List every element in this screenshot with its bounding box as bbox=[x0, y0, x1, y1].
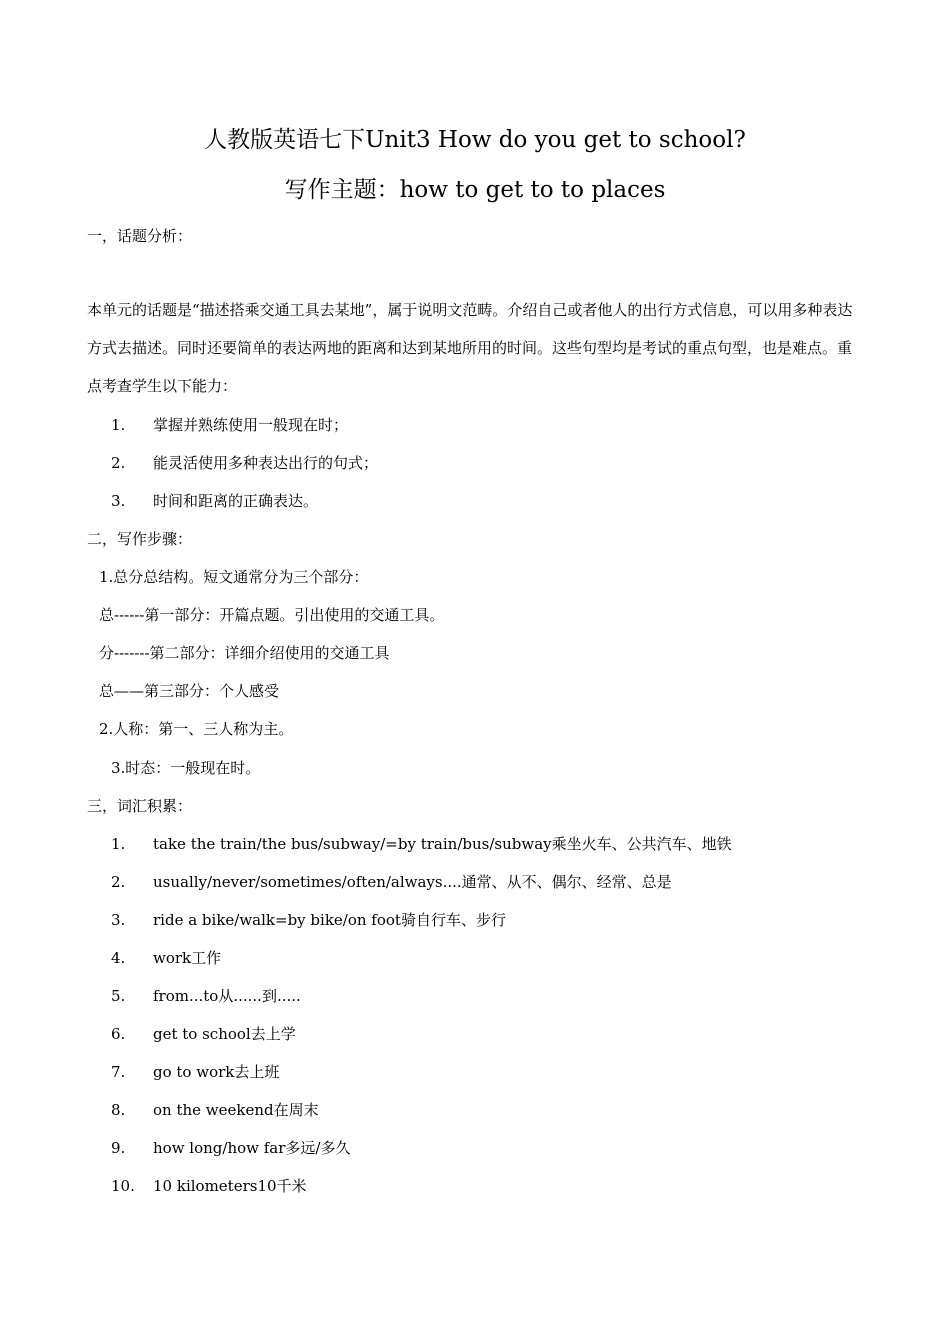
vocab-item-number: 6. bbox=[111, 1025, 126, 1043]
vocab-item-text: usually/never/sometimes/often/always....通常、从不、偶尔、经常、总是 bbox=[153, 873, 672, 891]
vocab-item-number: 3. bbox=[111, 911, 126, 929]
writing-step-line: 总——第三部分：个人感受 bbox=[99, 682, 280, 700]
vocab-item-text: ride a bike/walk=by bike/on foot骑自行车、步行 bbox=[153, 911, 506, 929]
vocab-item-number: 1. bbox=[111, 835, 126, 853]
vocab-item-text: how long/how far多远/多久 bbox=[153, 1139, 351, 1157]
vocab-item-text: work工作 bbox=[153, 949, 222, 967]
vocab-item-text: from...to从......到..... bbox=[153, 987, 301, 1005]
vocab-item-text: take the train/the bus/subway/=by train/bus/subway乘坐火车、公共汽车、地铁 bbox=[153, 835, 732, 853]
topic-analysis-paragraph: 本单元的话题是“描述搭乘交通工具去某地”，属于说明文范畴。介绍自己或者他人的出行方式信息，可以用多种表达方式去描述。同时还要简单的表达两地的距离和达到某地所用的时间。这些句型均是考试的重点句型，也是难点。重点考查学生以下能力： bbox=[87, 301, 853, 395]
section-heading-writing-steps: 二，写作步骤： bbox=[87, 530, 193, 548]
section-heading-topic-analysis: 一，话题分析： bbox=[87, 227, 193, 245]
vocab-item-text: on the weekend在周末 bbox=[153, 1101, 319, 1119]
vocab-item-number: 7. bbox=[111, 1063, 126, 1081]
vocab-item-text: get to school去上学 bbox=[153, 1025, 296, 1043]
list-item-text: 时间和距离的正确表达。 bbox=[153, 492, 319, 510]
section-heading-vocabulary: 三，词汇积累： bbox=[87, 797, 193, 815]
list-item-number: 2. bbox=[111, 454, 126, 472]
vocab-item-number: 8. bbox=[111, 1101, 126, 1119]
document-subtitle: 写作主题：how to get to to places bbox=[284, 177, 666, 203]
vocab-item-text: 10 kilometers10千米 bbox=[153, 1177, 307, 1195]
vocab-item-number: 2. bbox=[111, 873, 126, 891]
writing-step-line: 2.人称：第一、三人称为主。 bbox=[99, 720, 294, 738]
vocab-item-number: 9. bbox=[111, 1139, 126, 1157]
document-title: 人教版英语七下Unit3 How do you get to school? bbox=[204, 127, 746, 153]
list-item-number: 1. bbox=[111, 416, 126, 434]
list-item-text: 掌握并熟练使用一般现在时； bbox=[153, 416, 349, 434]
writing-step-line: 总------第一部分：开篇点题。引出使用的交通工具。 bbox=[99, 606, 445, 624]
vocab-item-number: 5. bbox=[111, 987, 126, 1005]
vocab-item-number: 4. bbox=[111, 949, 126, 967]
list-item-number: 3. bbox=[111, 492, 126, 510]
vocab-item-text: go to work去上班 bbox=[153, 1063, 280, 1081]
writing-step-line: 1.总分总结构。短文通常分为三个部分： bbox=[99, 568, 369, 586]
writing-step-line: 分-------第二部分：详细介绍使用的交通工具 bbox=[99, 644, 390, 662]
vocab-item-number: 10. bbox=[111, 1177, 135, 1195]
list-item-text: 能灵活使用多种表达出行的句式； bbox=[153, 454, 379, 472]
writing-step-line: 3.时态：一般现在时。 bbox=[111, 759, 261, 777]
